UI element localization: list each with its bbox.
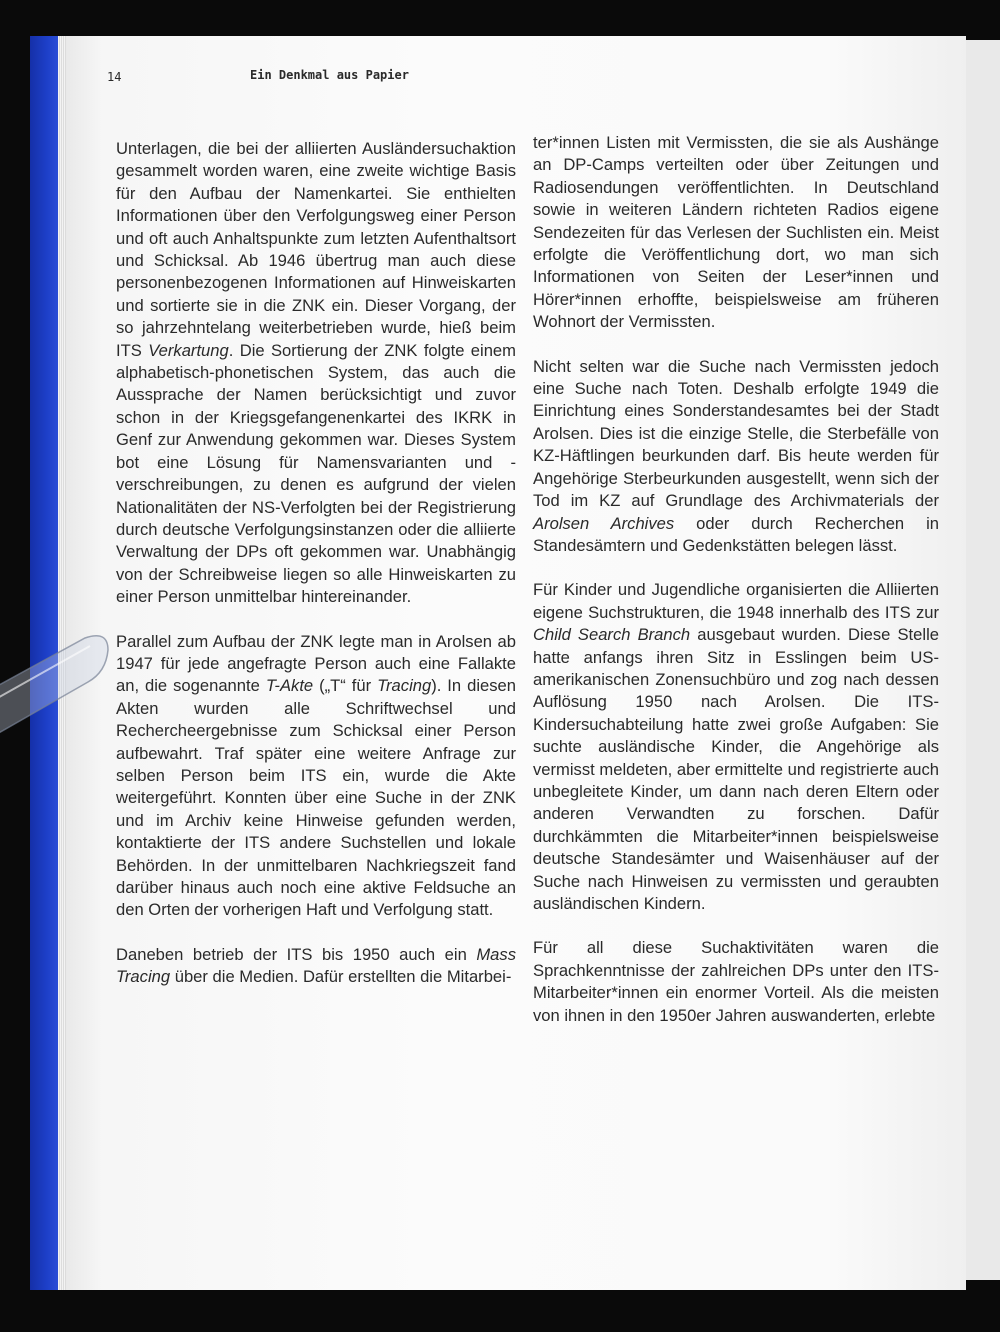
paragraph: Für all diese Suchaktivitäten waren die Sprachkenntnisse der zahlreichen DPs unter den ITS-Mitarbeiter*innen ein enormer Vorteil. Als die meisten von ihnen in den 1950er Jahren auswanderten, erlebte [533, 938, 939, 1025]
page-number: 14 [107, 70, 122, 84]
paragraph: ter*innen Listen mit Vermissten, die sie als Aushänge an DP-Camps verteilten oder über Zeitungen und Radiosendungen veröffentlichten. In Deutschland sowie in weiteren Ländern richteten Radios eigene Sendezeiten für das Verlesen der Suchlisten ein. Meist erfolgte die Veröffentlichung dort, wo man sich Informationen von Seiten der Leser*innen und Hörer*innen erhoffte, beispielsweise am früheren Wohnort der Vermissten. [533, 133, 939, 332]
left-column [116, 138, 516, 1011]
page-edge-blue [30, 36, 60, 1290]
right-column [533, 132, 939, 1049]
paragraph: Daneben betrieb der ITS bis 1950 auch ein Mass Tracing über die Medien. Dafür erstellten die Mitarbei- [116, 944, 516, 987]
paragraph: Parallel zum Aufbau der ZNK legte man in Arolsen ab 1947 für jede angefragte Person auch eine Fallakte an, die sogenannte T-Akte („T“ für Tracing). In diesen Akten wurden alle Schriftwechsel und Rechercheergebnisse zum Schicksal einer Person aufbewahrt. Traf später eine weitere Anfrage zur selben Person beim ITS ein, wurde die Akte weitergeführt. Konnten über eine Suche in der ZNK und im Archiv keine Hinweise gefunden werden, kontaktierte der ITS andere Suchstellen und lokale Behörden. In der unmittelbaren Nachkriegszeit fand darüber hinaus auch noch eine aktive Feldsuche an den Orten der vorherigen Haft und Verfolgung statt. [116, 631, 516, 920]
background-strip [962, 40, 1000, 1280]
running-title: Ein Denkmal aus Papier [250, 68, 409, 82]
paragraph: Nicht selten war die Suche nach Vermissten jedoch eine Suche nach Toten. Deshalb erfolgte 1949 die Einrichtung eines Sonderstandesamtes bei der Stadt Arolsen. Dies ist die einzige Stelle, die Sterbefälle von KZ-Häftlingen beurkunden darf. Bis heute werden für Angehörige Sterbeurkunden ausgestellt, wenn sich der Tod im KZ auf Grundlage des Archivmaterials der Arolsen Archives oder durch Recherchen in Standesämtern und Gedenkstätten belegen lässt. [533, 356, 939, 555]
paragraph: Für Kinder und Jugendliche organisierten die Alliierten eigene Suchstrukturen, die 1948 innerhalb des ITS zur Child Search Branch ausgebaut wurden. Diese Stelle hatte anfangs ihren Sitz in Esslingen beim US-amerikanischen Zonensuchbüro und zog nach dessen Auflösung 1950 nach Arolsen. Die ITS-Kindersuchabteilung hatte zwei große Aufgaben: Sie suchte ausländische Kinder, die Angehörige als vermisst meldeten, aber ermittelte und registrierte auch unbegleitete Kinder, um dann nach deren Eltern oder anderen Verwandten zu forschen. Dafür durchkämmten die Mitarbeiter*innen beispielsweise deutsche Standesämter und Waisenhäuser auf der Suche nach Hinweisen zu vermissten und geraubten ausländischen Kindern. [533, 580, 939, 913]
paragraph: Unterlagen, die bei der alliierten Ausländersuchaktion gesammelt worden waren, eine zweite wichtige Basis für den Aufbau der Namenkartei. Sie enthielten Informationen über den Verfolgungsweg einer Person und oft auch Anhaltspunkte zum letzten Aufenthaltsort und Schicksal. Ab 1946 übertrug man auch diese personenbezogenen Informationen auf Hinweiskarten und sortierte sie in die ZNK ein. Dieser Vorgang, der so jahrzehntelang weiterbetrieben wurde, hieß beim ITS Verkartung. Die Sortierung der ZNK folgte einem alphabetisch-phonetischen System, das auch die Aussprache der Namen berücksichtigt und zuvor schon in der Kriegsgefangenenkartei des IKRK in Genf zur Anwendung gekommen war. Dieses System bot eine Lösung für Namensvarianten und -verschreibungen, zu denen es aufgrund der vielen Nationalitäten der NS-Verfolgten bei der Registrierung durch deutsche Verfolgungsinstanzen oder die alliierte Verwaltung der DPs oft gekommen war. Unabhängig von der Schreibweise liegen so alle Hinweiskarten zu einer Person unmittelbar hintereinander. [116, 139, 516, 607]
